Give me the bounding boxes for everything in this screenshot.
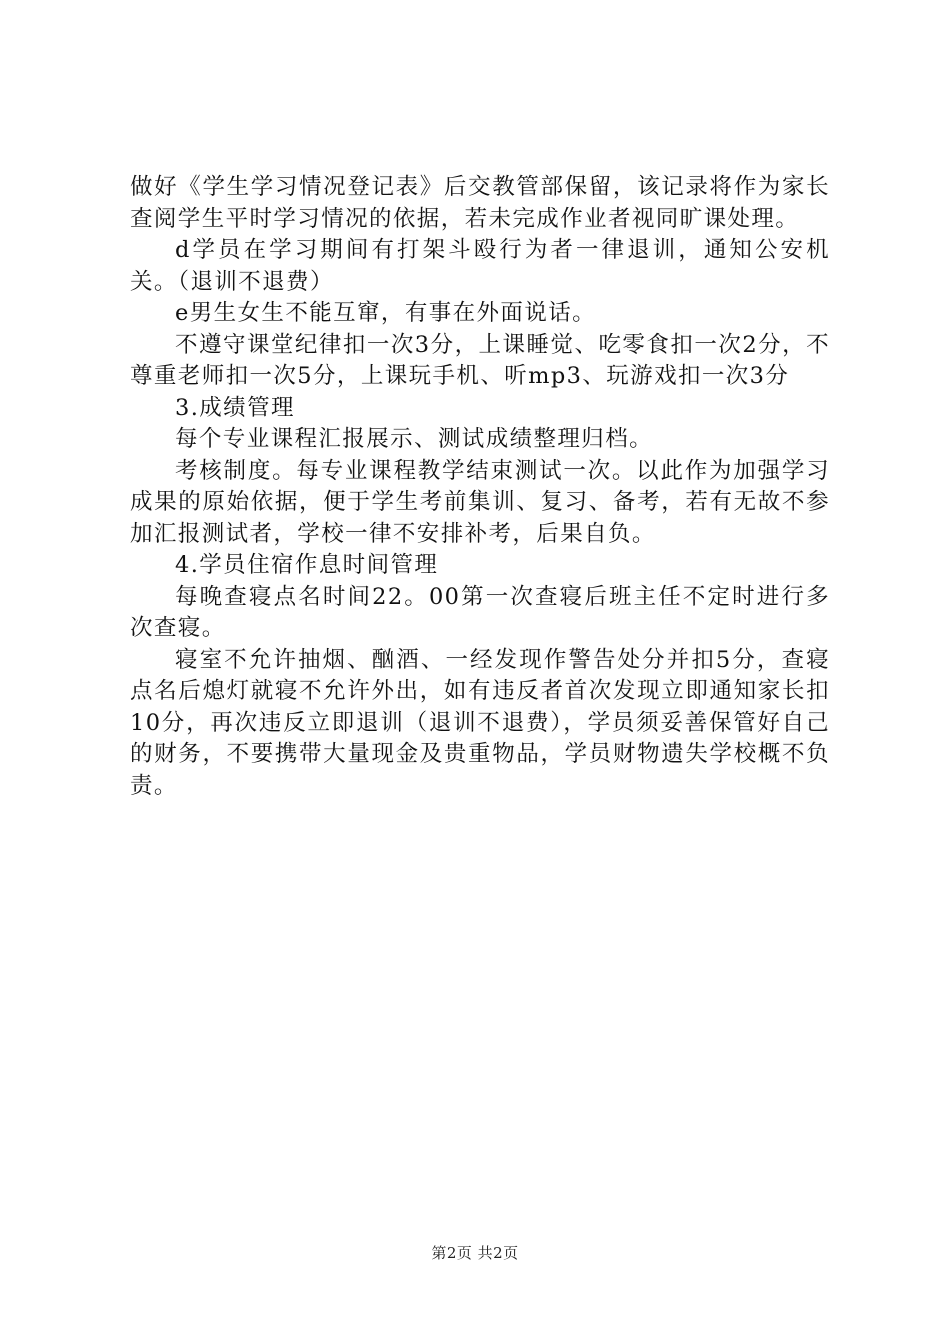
paragraph-6: 每个专业课程汇报展示、测试成绩整理归档。 bbox=[175, 426, 654, 452]
paragraph-9: 每晚查寝点名时间22。00第一次查寝后班主任不定时进行多次查寝。 bbox=[130, 583, 830, 641]
paragraph-2: d学员在学习期间有打架斗殴行为者一律退训，通知公安机关。（退训不退费） bbox=[130, 237, 830, 295]
paragraph-3: e男生女生不能互窜，有事在外面说话。 bbox=[175, 300, 597, 326]
paragraph-1: 做好《学生学习情况登记表》后交教管部保留，该记录将作为家长查阅学生平时学习情况的依据，若未完成作业者视同旷课处理。 bbox=[130, 174, 830, 232]
document-body bbox=[130, 172, 830, 802]
section-heading-dormitory: 4.学员住宿作息时间管理 bbox=[175, 552, 439, 578]
paragraph-7: 考核制度。每专业课程教学结束测试一次。以此作为加强学习成果的原始依据，便于学生考前集训、复习、备考，若有无故不参加汇报测试者，学校一律不安排补考，后果自负。 bbox=[130, 457, 830, 547]
paragraph-10: 寝室不允许抽烟、酗酒、一经发现作警告处分并扣5分，查寝点名后熄灯就寝不允许外出，如有违反者首次发现立即通知家长扣10分，再次违反立即退训（退训不退费），学员须妥善保管好自己的财务，不要携带大量现金及贵重物品，学员财物遗失学校概不负责。 bbox=[130, 646, 830, 799]
section-heading-grades: 3.成绩管理 bbox=[175, 394, 295, 421]
page-number-footer: 第2页 共2页 bbox=[431, 1244, 519, 1262]
paragraph-4: 不遵守课堂纪律扣一次3分，上课睡觉、吃零食扣一次2分，不尊重老师扣一次5分，上课玩手机、听mp3、玩游戏扣一次3分 bbox=[130, 331, 830, 389]
